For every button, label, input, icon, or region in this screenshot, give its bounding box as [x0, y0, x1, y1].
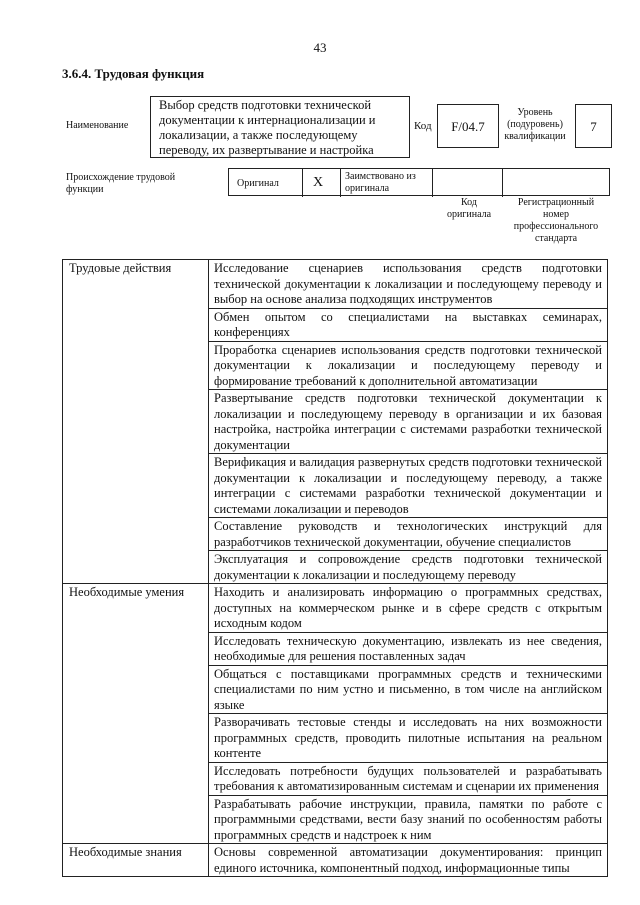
section-title: Необходимые умения	[63, 584, 209, 844]
section-title: Необходимые знания	[63, 844, 209, 877]
original-label: Оригинал	[237, 178, 279, 189]
origin-row	[228, 168, 610, 196]
table-row	[63, 260, 608, 309]
section-item: Исследовать техническую документацию, извлекать из нее сведения, необходимые для решения поставленных задач	[209, 632, 608, 665]
table-row	[63, 844, 608, 877]
name-label: Наименование	[66, 120, 129, 131]
borrowed-label: Заимствовано из оригинала	[345, 171, 416, 194]
reg-number-label: Регистрационный номер профессионального стандарта	[513, 197, 599, 244]
level-label: Уровень (подуровень) квалификации	[504, 107, 566, 142]
section-item: Разрабатывать рабочие инструкции, правила, памятки по работе с программными средствами, вести базу знаний по особенностям работы программных средств и надстроек к ним	[209, 795, 608, 844]
section-item: Верификация и валидация развернутых средств подготовки технической документации к локализации и последующему переводу, а также интеграции с системами разработки технической документации и системами локализации и переводов	[209, 454, 608, 518]
section-item: Проработка сценариев использования средств подготовки технической документации к локализации и последующему переводу и формирование требований к дополнительной автоматизации	[209, 341, 608, 390]
qualification-level: 7	[575, 104, 612, 148]
section-item: Основы современной автоматизации документирования: принцип единого источника, компонентный подход, информационные типы	[209, 844, 608, 877]
original-cell	[229, 169, 303, 197]
reg-number-cell	[503, 169, 611, 197]
section-item: Обмен опытом со специалистами на выставках семинарах, конференциях	[209, 308, 608, 341]
table-row	[63, 584, 608, 633]
function-name: Выбор средств подготовки технической документации к интернационализации и локализации, а также последующему переводу, их развертывание и настройка	[150, 96, 410, 158]
page-number: 43	[313, 40, 327, 55]
section-item: Разворачивать тестовые стенды и исследовать на них возможности программных средств, проводить пилотные испытания на реальном контенте	[209, 714, 608, 763]
code-original-cell	[433, 169, 503, 197]
function-table	[62, 259, 608, 877]
code-original-label: Код оригинала	[446, 197, 492, 220]
code-label: Код	[414, 120, 432, 132]
section-item: Исследование сценариев использования средств подготовки технической документации к локализации и последующему переводу и выбор на основе анализа подходящих инструментов	[209, 260, 608, 309]
section-item: Находить и анализировать информацию о программных средствах, доступных на коммерческом рынке и в сфере средств с открытым исходным кодом	[209, 584, 608, 633]
section-item: Исследовать потребности будущих пользователей и разрабатывать требования к автоматизированным системам и сценарии их применения	[209, 762, 608, 795]
section-title: Трудовые действия	[63, 260, 209, 584]
borrowed-cell	[341, 169, 433, 197]
section-heading: 3.6.4. Трудовая функция	[62, 66, 205, 81]
section-item: Развертывание средств подготовки технической документации к локализации и последующему переводу в организации и их базовая настройка, настройка интеграции с системами разработки технической документации	[209, 390, 608, 454]
section-item: Общаться с поставщиками программных средств и техническими специалистами по ним устно и письменно, в том числе на английском языке	[209, 665, 608, 714]
section-item: Эксплуатация и сопровождение средств подготовки технической документации к локализации и последующему переводу	[209, 551, 608, 584]
original-mark-cell	[303, 169, 341, 197]
function-code: F/04.7	[437, 104, 499, 148]
original-mark: X	[313, 175, 324, 190]
origin-label: Происхождение трудовой функции	[66, 172, 176, 195]
section-item: Составление руководств и технологических инструкций для разработчиков технической документации, обучение специалистов	[209, 518, 608, 551]
